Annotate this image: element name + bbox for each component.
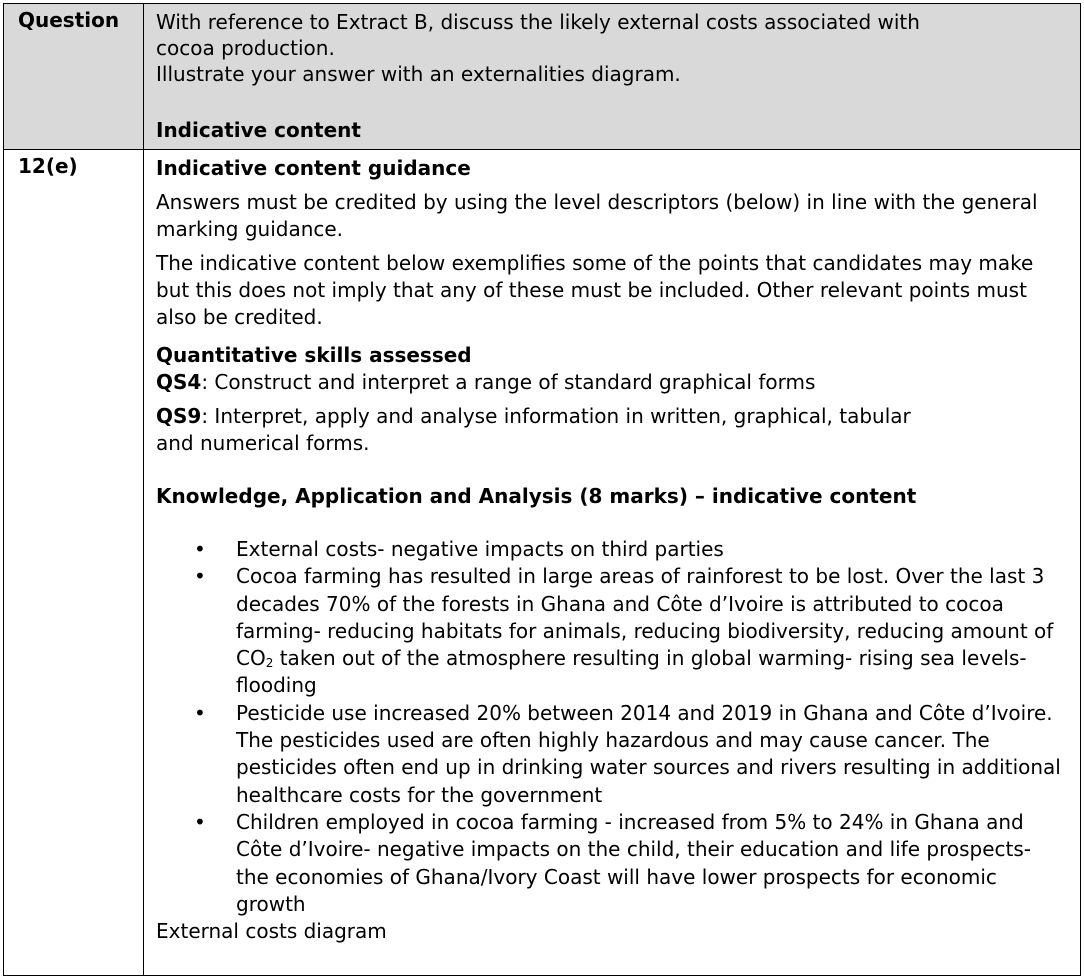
header-row [4,4,1081,150]
guidance-paragraph-2: The indicative content below exemplifies some of the points that candidates may make but this does not imply that any of these must be included. Other relevant points must also be credited. [156,251,1034,329]
point-text: Pesticide use increased 20% between 2014 and 2019 in Ghana and Côte d’Ivoire. The pesticides used are often highly hazardous and may cause cancer. The pesticides often end up in drinking water sources and rivers resulting in additional healthcare costs for the government [236,700,1061,807]
list-item [156,563,1070,699]
question-line-2: cocoa production. [156,36,335,60]
question-number: 12(e) [18,154,78,178]
indicative-points-list [156,536,1070,918]
bullet-icon: • [194,809,206,834]
guidance-paragraph-1: Answers must be credited by using the level descriptors (below) in line with the general marking guidance. [156,190,1038,241]
question-number-cell [4,150,144,976]
point-text [236,564,1053,697]
diagram-label: External costs diagram [156,919,387,944]
indicative-content-heading: Indicative content [156,118,361,142]
bullet-icon: • [194,537,206,561]
qs4-text: : Construct and interpret a range of standard graphical forms [201,370,816,394]
question-line-3: Illustrate your answer with an externalities diagram. [156,62,681,86]
qs4-code: QS4 [156,370,202,394]
qs9-code: QS9 [156,404,202,428]
point-text: Children employed in cocoa farming - increased from 5% to 24% in Ghana and Côte d’Ivoire- negative impacts on the child, their education and life prospects- the economies of Ghana/Ivory Coast will have lower prospects for economic growth [236,809,1031,916]
point-text-part-b: taken out of the atmosphere resulting in global warming- rising sea levels- flooding [236,646,1027,698]
point-text: External costs- negative impacts on third parties [236,537,724,561]
question-label-cell [4,4,144,150]
list-item [156,809,1070,918]
mark-scheme-table [3,3,1081,976]
qs-heading: Quantitative skills assessed [156,343,472,367]
question-label: Question [18,8,120,32]
bullet-icon: • [194,700,206,725]
point-text-part-a: Cocoa farming has resulted in large areas of rainforest to be lost. Over the last 3 decades 70% of the forests in Ghana and Côte d’Ivoire is attributed to cocoa farming- reducing habitats for animals, reducing biodiversity, reducing amount of CO [236,564,1054,671]
answer-row [4,150,1081,976]
qs9-line [156,403,936,457]
guidance-heading: Indicative content guidance [156,156,471,180]
bullet-icon: • [194,564,206,589]
qs4-line [156,369,1070,396]
question-line-1: With reference to Extract B, discuss the likely external costs associated with [156,10,920,34]
subscript-2: 2 [265,656,274,671]
list-item [156,536,1070,563]
answer-content-cell [144,150,1081,976]
kaa-heading: Knowledge, Application and Analysis (8 marks) – indicative content [156,484,917,508]
question-text-cell [144,4,1081,150]
list-item [156,700,1070,809]
qs9-text: : Interpret, apply and analyse information in written, graphical, tabular and numerical forms. [156,404,911,455]
